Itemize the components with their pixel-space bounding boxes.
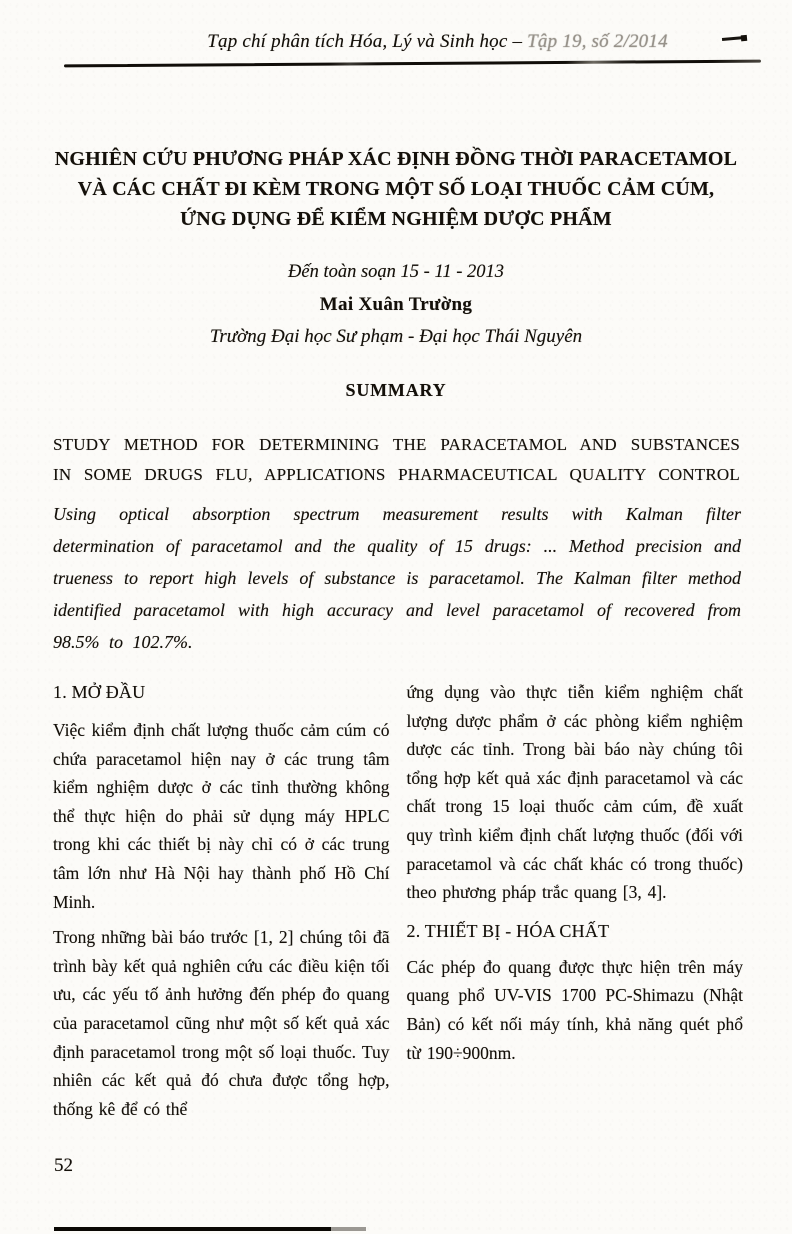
abstract-text: Using optical absorption spectrum measurement results with Kalman filter determination of paracetamol and the quality of 15 drugs: ... Method precision and trueness to report high levels of substance is paracetamol. The Kalman filter method identified paracetamol with high accuracy and level paracetamol of recovered from 98.5% to 102.7%. [53, 504, 741, 652]
english-title-line-2: IN SOME DRUGS FLU, APPLICATIONS PHARMACEUTICAL QUALITY CONTROL [53, 465, 740, 484]
journal-name-text: Tạp chí phân tích Hóa, Lý và Sinh học – [207, 31, 528, 52]
footer-divider-gray [331, 1227, 366, 1231]
section-1-paragraph-1: Việc kiểm định chất lượng thuốc cảm cúm có chứa paracetamol hiện nay ở các trung tâm kiểm nghiệm dược ở các tỉnh thường không thể thực hiện do phải sử dụng máy HPLC trong khi các thiết bị này chỉ có ở các trung tâm lớn như Hà Nội hay thành phố Hồ Chí Minh. [53, 720, 390, 912]
footer-divider-dark [54, 1227, 331, 1231]
paper-title [53, 144, 739, 234]
section-1-paragraph-2: Trong những bài báo trước [1, 2] chúng tôi đã trình bày kết quả nghiên cứu các điều kiện tối ưu, các yếu tố ảnh hưởng đến phép đo quang của paracetamol cũng như một số kết quả xác định paracetamol trong một số loại thuốc. Tuy nhiên các kết quả đó chưa được tổng hợp, thống kê để có thể [53, 927, 390, 1119]
author-name: Mai Xuân Trường [319, 294, 473, 315]
paper-title-line-2: VÀ CÁC CHẤT ĐI KÈM TRONG MỘT SỐ LOẠI THUỐC CẢM CÚM, [77, 178, 715, 200]
body-columns [53, 678, 743, 1130]
paper-title-line-3: ỨNG DỤNG ĐỂ KIỂM NGHIỆM DƯỢC PHẨM [180, 208, 612, 230]
received-date-line: Đến toàn soạn 15 - 11 - 2013 [288, 262, 504, 282]
paper-title-line-1: NGHIÊN CỨU PHƯƠNG PHÁP XÁC ĐỊNH ĐỒNG THỜI PARACETAMOL [54, 148, 738, 170]
journal-running-head [110, 29, 765, 55]
english-title-line-1: STUDY METHOD FOR DETERMINING THE PARACETAMOL AND SUBSTANCES [53, 435, 740, 454]
section-1-paragraph-2-continued: ứng dụng vào thực tiễn kiểm nghiệm chất lượng dược phẩm ở các phòng kiểm nghiệm dược các tỉnh. Trong bài báo này chúng tôi tổng hợp kết quả xác định paracetamol và các chất trong 15 loại thuốc cảm cúm, đề xuất quy trình kiểm định chất lượng thuốc (đối với paracetamol và các chất khác có trong thuốc) theo phương pháp trắc quang [3, 4]. [406, 682, 743, 903]
summary-heading: SUMMARY [345, 380, 447, 400]
english-title [53, 430, 740, 490]
left-column [53, 678, 390, 1130]
section-1-heading: 1. MỞ ĐẦU [53, 682, 146, 702]
page-number: 52 [54, 1155, 73, 1176]
journal-issue-text: Tập 19, số 2/2014 [527, 31, 668, 52]
author-affiliation: Trường Đại học Sư phạm - Đại học Thái Nguyên [209, 326, 583, 347]
right-column [407, 678, 744, 1130]
section-2-heading: 2. THIẾT BỊ - HÓA CHẤT [406, 920, 610, 941]
section-2-paragraph-1: Các phép đo quang được thực hiện trên máy quang phổ UV-VIS 1700 PC-Shimazu (Nhật Bản) có kết nối máy tính, khả năng quét phổ từ 190÷900nm. [406, 956, 743, 1063]
header-divider-line [64, 60, 761, 68]
